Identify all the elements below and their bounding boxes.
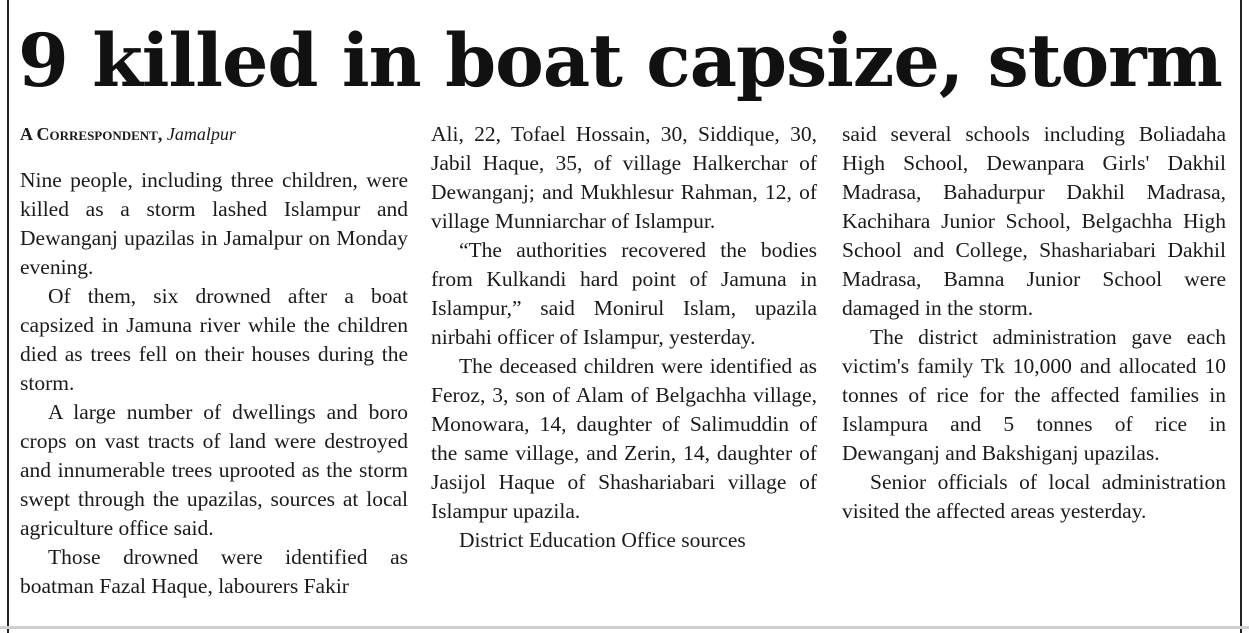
article-paragraph: Nine people, including three children, were killed as a storm lashed Islampur and Dewanganj upazilas in Jamalpur on Monday evening.: [20, 168, 408, 279]
article-column-2: [431, 120, 817, 555]
article-paragraph: A large number of dwellings and boro crops on vast tracts of land were destroyed and innumerable trees uprooted as the storm swept through the upazilas, sources at local agriculture office said.: [20, 400, 408, 540]
article-paragraph: “The authorities recovered the bodies from Kulkandi hard point of Jamuna in Islampur,” said Monirul Islam, upazila nirbahi officer of Islampur, yesterday.: [431, 238, 817, 349]
article-paragraph: The deceased children were identified as Feroz, 3, son of Alam of Belgachha village, Monowara, 14, daughter of Salimuddin of the same village, and Zerin, 14, daughter of Jasijol Haque of Shashariabari village of Islampur upazila.: [431, 354, 817, 523]
bottom-rule: [0, 626, 1249, 629]
article-paragraph: Those drowned were identified as boatman Fazal Haque, labourers Fakir: [20, 545, 408, 598]
article-paragraph: said several schools including Boliadaha High School, Dewanpara Girls' Dakhil Madrasa, Bahadurpur Dakhil Madrasa, Kachihara Junior School, Belgachha High School and College, Shashariabari Dakhil Madrasa, Bamna Junior School were damaged in the storm.: [842, 122, 1226, 320]
right-column-rule: [1240, 0, 1242, 633]
article-column-1: [20, 120, 408, 601]
byline-location: Jamalpur: [166, 124, 236, 144]
article-paragraph: The district administration gave each victim's family Tk 10,000 and allocated 10 tonnes of rice for the affected families in Islampura and 5 tonnes of rice in Dewanganj and Bakshiganj upazilas.: [842, 325, 1226, 465]
article-paragraph: District Education Office sources: [459, 528, 746, 552]
article-paragraph: Senior officials of local administration visited the affected areas yesterday.: [842, 470, 1226, 523]
byline-correspondent: A Correspondent,: [20, 124, 163, 144]
article-paragraph: Of them, six drowned after a boat capsized in Jamuna river while the children died as trees fell on their houses during the storm.: [20, 284, 408, 395]
byline: [20, 120, 408, 149]
left-column-rule: [7, 0, 9, 633]
article-paragraph: Ali, 22, Tofael Hossain, 30, Siddique, 30, Jabil Haque, 35, of village Halkerchar of Dewanganj; and Mukhlesur Rahman, 12, of village Munniarchar of Islampur.: [431, 122, 817, 233]
article-column-3: [842, 120, 1226, 526]
headline: 9 killed in boat capsize, storm: [18, 18, 1222, 104]
